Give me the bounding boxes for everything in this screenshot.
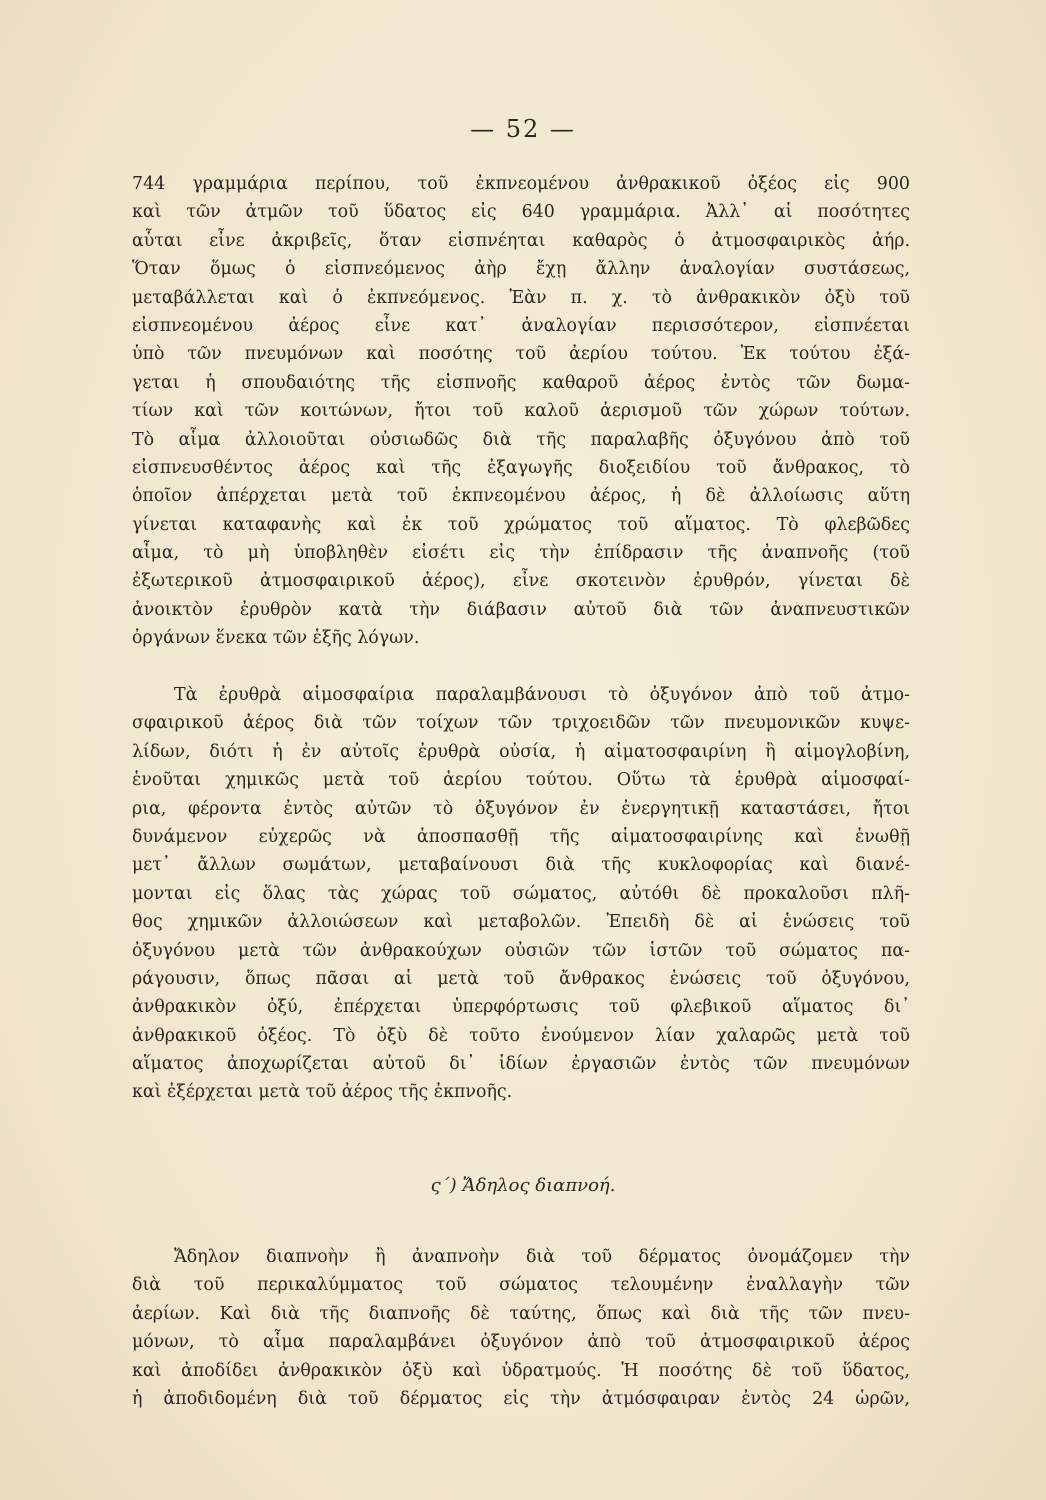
text-line: Τὸ αἷμα ἀλλοιοῦται οὐσιωδῶς διὰ τῆς παραλαβῆς ὀξυγόνου ἀπὸ τοῦ bbox=[132, 429, 910, 450]
text-line: καὶ τῶν ἀτμῶν τοῦ ὕδατος εἰς 640 γραμμάρια. Ἀλλ᾽ αἱ ποσότητες bbox=[132, 202, 910, 223]
text-line: 744 γραμμάρια περίπου, τοῦ ἐκπνεομένου ἀνθρακικοῦ ὀξέος εἰς 900 bbox=[132, 174, 910, 194]
text-line: μόνων, τὸ αἷμα παραλαμβάνει ὀξυγόνον ἀπὸ τοῦ ἀτμοσφαιρικοῦ ἀέρος bbox=[132, 1332, 910, 1353]
text-line: εἰσπνεομένου ἀέρος εἶνε κατ᾽ ἀναλογίαν περισσότερον, εἰσπνέεται bbox=[132, 315, 910, 336]
text-line: τίων καὶ τῶν κοιτώνων, ἤτοι τοῦ καλοῦ ἀερισμοῦ τῶν χώρων τούτων. bbox=[132, 401, 910, 422]
text-line: σφαιρικοῦ ἀέρος διὰ τῶν τοίχων τῶν τριχοειδῶν τῶν πνευμονικῶν κυψε- bbox=[132, 713, 910, 734]
text-line: δυνάμενον εὐχερῶς νὰ ἀποσπασθῇ τῆς αἱματοσφαιρίνης καὶ ἑνωθῇ bbox=[132, 826, 910, 847]
paragraph-3 bbox=[132, 1243, 910, 1413]
text-line: αἵματος ἀποχωρίζεται αὐτοῦ δι᾽ ἰδίων ἐργασιῶν ἐντὸς τῶν πνευμόνων bbox=[132, 1054, 910, 1075]
text-line: διὰ τοῦ περικαλύμματος τοῦ σώματος τελουμένην ἐναλλαγὴν τῶν bbox=[132, 1275, 910, 1296]
text-line: ὑπὸ τῶν πνευμόνων καὶ ποσότης τοῦ ἀερίου τούτου. Ἐκ τούτου ἐξά- bbox=[132, 344, 910, 365]
text-line: ὀργάνων ἕνεκα τῶν ἑξῆς λόγων. bbox=[132, 628, 420, 649]
text-line: μονται εἰς ὅλας τὰς χώρας τοῦ σώματος, αὐτόθι δὲ προκαλοῦσι πλῆ- bbox=[132, 883, 910, 904]
text-line: Ὅταν ὅμως ὁ εἰσπνεόμενος ἀὴρ ἔχῃ ἄλλην ἀναλογίαν συστάσεως, bbox=[132, 259, 910, 280]
text-line: ἑνοῦται χημικῶς μετὰ τοῦ ἀερίου τούτου. Οὕτω τὰ ἐρυθρὰ αἱμοσφαί- bbox=[132, 770, 910, 791]
text-line: ρια, φέροντα ἐντὸς αὐτῶν τὸ ὀξυγόνον ἐν ἐνεργητικῇ καταστάσει, ἤτοι bbox=[132, 798, 910, 819]
paragraph-2 bbox=[132, 681, 910, 1107]
text-line: λίδων, διότι ἡ ἐν αὐτοῖς ἐρυθρὰ οὐσία, ἡ αἱματοσφαιρίνη ἢ αἱμογλοβίνη, bbox=[132, 741, 910, 762]
text-line: ὀξυγόνου μετὰ τῶν ἀνθρακούχων οὐσιῶν τῶν ἱστῶν τοῦ σώματος πα- bbox=[132, 940, 910, 961]
text-line: εἰσπνευσθέντος ἀέρος καὶ τῆς ἐξαγωγῆς διοξειδίου τοῦ ἄνθρακος, τὸ bbox=[132, 457, 910, 478]
text-line: αὗται εἶνε ἀκριβεῖς, ὅταν εἰσπνέηται καθαρὸς ὁ ἀτμοσφαιρικὸς ἀήρ. bbox=[132, 230, 910, 251]
page-number: — 52 — bbox=[470, 115, 576, 143]
text-line: καὶ ἐξέρχεται μετὰ τοῦ ἀέρος τῆς ἐκπνοῆς. bbox=[132, 1082, 513, 1103]
text-line: θος χημικῶν ἀλλοιώσεων καὶ μεταβολῶν. Ἐπειδὴ δὲ αἱ ἑνώσεις τοῦ bbox=[132, 912, 910, 933]
text-line: ὁποῖον ἀπέρχεται μετὰ τοῦ ἐκπνεομένου ἀέρος, ἡ δὲ ἀλλοίωσις αὕτη bbox=[132, 486, 910, 507]
text-line: γεται ἡ σπουδαιότης τῆς εἰσπνοῆς καθαροῦ ἀέρος ἐντὸς τῶν δωμα- bbox=[132, 372, 910, 393]
text-line: ἀνθρακικοῦ ὀξέος. Τὸ ὀξὺ δὲ τοῦτο ἑνούμενον λίαν χαλαρῶς μετὰ τοῦ bbox=[132, 1025, 910, 1046]
text-line: αἷμα, τὸ μὴ ὑποβληθὲν εἰσέτι εἰς τὴν ἐπίδρασιν τῆς ἀναπνοῆς (τοῦ bbox=[132, 543, 910, 564]
text-line: ράγουσιν, ὅπως πᾶσαι αἱ μετὰ τοῦ ἄνθρακος ἑνώσεις τοῦ ὀξυγόνου, bbox=[132, 968, 910, 989]
text-line: ἡ ἀποδιδομένη διὰ τοῦ δέρματος εἰς τὴν ἀτμόσφαιραν ἐντὸς 24 ὡρῶν, bbox=[132, 1388, 910, 1409]
text-line: γίνεται καταφανὴς καὶ ἐκ τοῦ χρώματος τοῦ αἵματος. Τὸ φλεβῶδες bbox=[132, 514, 910, 535]
text-line: καὶ ἀποδίδει ἀνθρακικὸν ὀξὺ καὶ ὑδρατμούς. Ἡ ποσότης δὲ τοῦ ὕδατος, bbox=[132, 1360, 910, 1381]
text-line: Ἄδηλον διαπνοὴν ἢ ἀναπνοὴν διὰ τοῦ δέρματος ὀνομάζομεν τὴν bbox=[174, 1247, 910, 1267]
text-line: ἀνθρακικὸν ὀξύ, ἐπέρχεται ὑπερφόρτωσις τοῦ φλεβικοῦ αἵματος δι᾽ bbox=[132, 997, 910, 1018]
text-line: μεταβάλλεται καὶ ὁ ἐκπνεόμενος. Ἐὰν π. χ. τὸ ἀνθρακικὸν ὀξὺ τοῦ bbox=[132, 287, 910, 308]
section-heading: ς΄) Ἄδηλος διαπνοή. bbox=[430, 1175, 616, 1196]
text-line: ἀνοικτὸν ἐρυθρὸν κατὰ τὴν διάβασιν αὐτοῦ διὰ τῶν ἀναπνευστικῶν bbox=[132, 599, 910, 620]
paragraph-1 bbox=[132, 170, 910, 653]
text-line: μετ᾽ ἄλλων σωμάτων, μεταβαίνουσι διὰ τῆς κυκλοφορίας καὶ διανέ- bbox=[132, 855, 910, 876]
text-line: ἐξωτερικοῦ ἀτμοσφαιρικοῦ ἀέρος), εἶνε σκοτεινὸν ἐρυθρόν, γίνεται δὲ bbox=[132, 571, 910, 592]
text-line: ἀερίων. Καὶ διὰ τῆς διαπνοῆς δὲ ταύτης, ὅπως καὶ διὰ τῆς τῶν πνευ- bbox=[132, 1303, 910, 1324]
text-line: Τὰ ἐρυθρὰ αἱμοσφαίρια παραλαμβάνουσι τὸ ὀξυγόνον ἀπὸ τοῦ ἀτμο- bbox=[174, 685, 910, 705]
